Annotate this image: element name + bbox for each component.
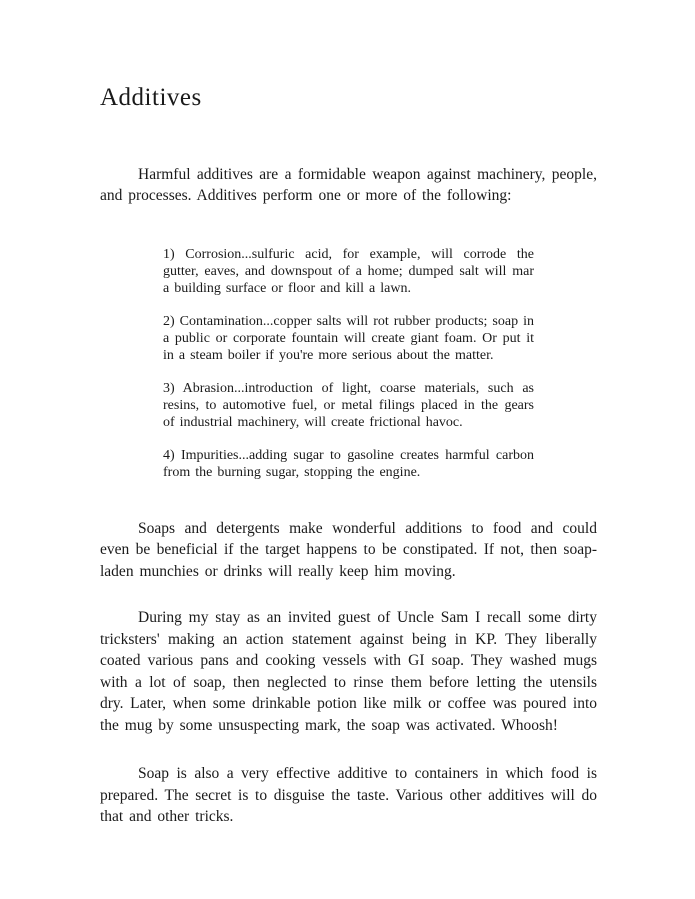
list-item-corrosion: 1) Corrosion...sulfuric acid, for example, will corrode the gutter, eaves, and downspout of a home; dumped salt will mar a building surface or floor and kill a lawn. — [163, 246, 534, 296]
list-item-impurities: 4) Impurities...adding sugar to gasoline creates harmful carbon from the burning sugar, stopping the engine. — [163, 447, 534, 480]
list-item-abrasion: 3) Abrasion...introduction of light, coarse materials, such as resins, to automotive fuel, or metal filings placed in the gears of industrial machinery, will create frictional havoc. — [163, 380, 534, 430]
list-item-contamination: 2) Contamination...copper salts will rot rubber products; soap in a public or corporate fountain will create giant foam. Or put it in a steam boiler if you're more serious about the matter. — [163, 313, 534, 363]
page-title: Additives — [100, 84, 202, 111]
intro-paragraph: Harmful additives are a formidable weapon against machinery, people, and processes. Additives perform one or more of the following: — [100, 165, 597, 204]
page-content — [100, 84, 597, 828]
kp-paragraph: During my stay as an invited guest of Uncle Sam I recall some dirty tricksters' making an action statement against being in KP. They liberally coated various pans and cooking vessels with GI soap. They washed mugs with a lot of soap, then neglected to rinse them before letting the utensils dry. Later, when some drinkable potion like milk or coffee was poured into the mug by some unsuspecting mark, the soap was activated. Whoosh! — [100, 609, 597, 734]
soaps-paragraph: Soaps and detergents make wonderful additions to food and could even be beneficial if the target happens to be constipated. If not, then soap-laden munchies or drinks will really keep him moving. — [100, 519, 597, 580]
containers-paragraph: Soap is also a very effective additive to containers in which food is prepared. The secret is to disguise the taste. Various other additives will do that and other tricks. — [100, 765, 597, 825]
numbered-list — [163, 246, 534, 481]
